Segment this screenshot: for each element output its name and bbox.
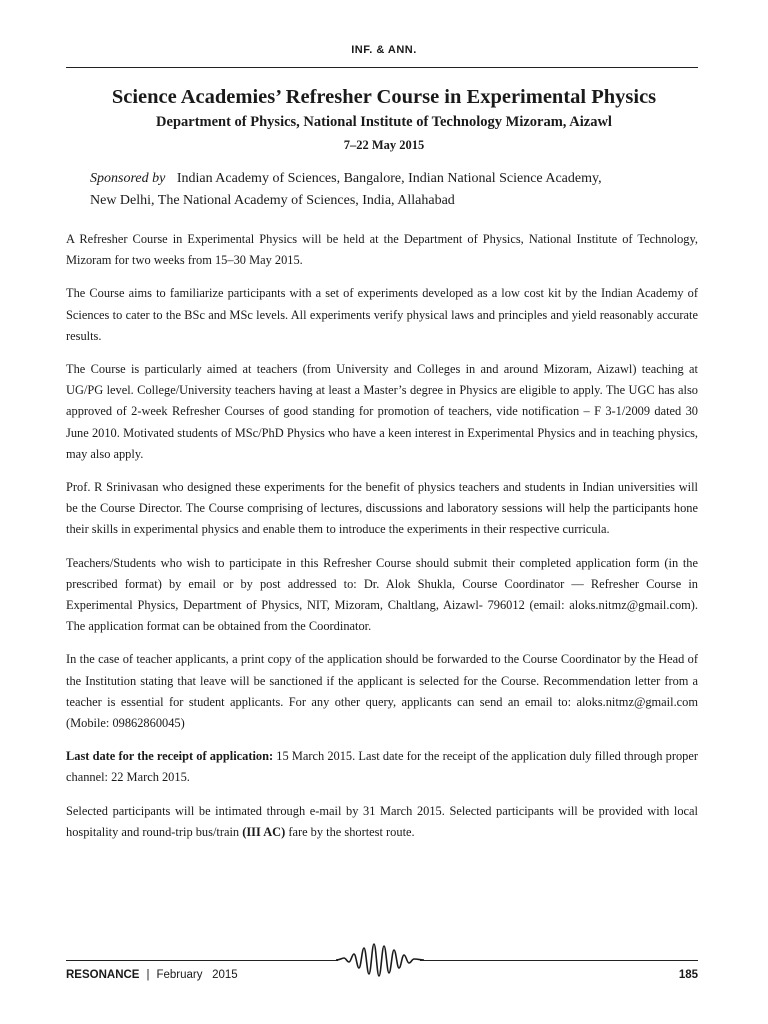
- issue-date: February 2015: [156, 969, 238, 981]
- deadline-text: 15 March 2015. Last date for the receipt of the application duly filled through proper channel: 22 March 2015.: [66, 749, 698, 785]
- header-rule: [66, 67, 698, 68]
- course-dates: 7–22 May 2015: [343, 138, 425, 152]
- page-title: Science Academies’ Refresher Course in Experimental Physics: [111, 86, 657, 108]
- paragraph: The Course aims to familiarize participants with a set of experiments developed as a low cost kit by the Indian Academy of Sciences to cater to the BSc and MSc levels. All experiments verify physical laws and principles and yield reasonably accurate results.: [66, 286, 698, 343]
- page-subtitle: Department of Physics, National Institute of Technology Mizoram, Aizawl: [156, 114, 612, 130]
- announcement-body: [66, 229, 698, 843]
- sponsor-label: Sponsored by: [90, 171, 166, 186]
- footer-rule-left: [66, 960, 338, 961]
- selection-text-end: fare by the shortest route.: [285, 824, 415, 839]
- paragraph: The Course is particularly aimed at teachers (from University and Colleges in and around Mizoram, Aizawl) teaching at UG/PG level. College/University teachers having at least a Master’s degree in Physics are eligible to apply. The UGC has also approved of 2-week Refresher Courses of good standing for promotion of teachers, vide notification – F 3-1/2009 dated 30 June 2010. Motivated students of MSc/PhD Physics who have a keen interest in Experimental Physics and in teaching physics, may also apply.: [66, 362, 698, 461]
- footer-separator: |: [146, 969, 150, 981]
- deadline-paragraph: [66, 746, 698, 788]
- footer-journal-info: [66, 969, 238, 981]
- paragraph: In the case of teacher applicants, a print copy of the application should be forwarded to the Course Coordinator by the Head of the Institution stating that leave will be sanctioned if the applicant is selected for the Course. Recommendation letter from a teacher is essential for student applicants. For any other query, applicants can send an email to: aloks.nitmz@gmail.com (Mobile: 09862860045): [66, 652, 698, 731]
- selection-text-start: Selected participants will be intimated through e-mail by 31 March 2015. Selected participants will be provided with local hospitality and round-trip bus/train: [66, 803, 698, 839]
- footer-rule-right: [420, 960, 698, 961]
- paragraph: A Refresher Course in Experimental Physics will be held at the Department of Physics, National Institute of Technology, Mizoram for two weeks from 15–30 May 2015.: [66, 232, 698, 268]
- sponsor-line-1: [90, 168, 690, 190]
- paragraph: Teachers/Students who wish to participate in this Refresher Course should submit their completed application form (in the prescribed format) by email or by post addressed to: Dr. Alok Shukla, Course Coordinator — Refresher Course in Experimental Physics, Department of Physics, NIT, Mizoram, Chaltlang, Aizawl- 796012 (email: aloks.nitmz@gmail.com). The application format can be obtained from the Coordinator.: [66, 555, 698, 634]
- paragraph: Prof. R Srinivasan who designed these experiments for the benefit of physics teachers and students in Indian universities will be the Course Director. The Course comprising of lectures, discussions and laboratory sessions will help the participants hone their skills in experimental physics and enable them to introduce the experiments in their respective curricula.: [66, 480, 698, 537]
- waveform-icon: [336, 940, 424, 982]
- journal-name: RESONANCE: [66, 969, 140, 981]
- sponsor-text-1: Indian Academy of Sciences, Bangalore, Indian National Science Academy,: [176, 171, 602, 186]
- selection-paragraph: [66, 801, 698, 843]
- page-number: 185: [678, 969, 698, 981]
- deadline-label: Last date for the receipt of application:: [66, 749, 274, 764]
- sponsor-block: [90, 168, 690, 212]
- fare-class: (III AC): [242, 824, 286, 839]
- sponsor-line-2: New Delhi, The National Academy of Sciences, India, Allahabad: [90, 193, 455, 208]
- section-label: INF. & ANN.: [351, 44, 417, 56]
